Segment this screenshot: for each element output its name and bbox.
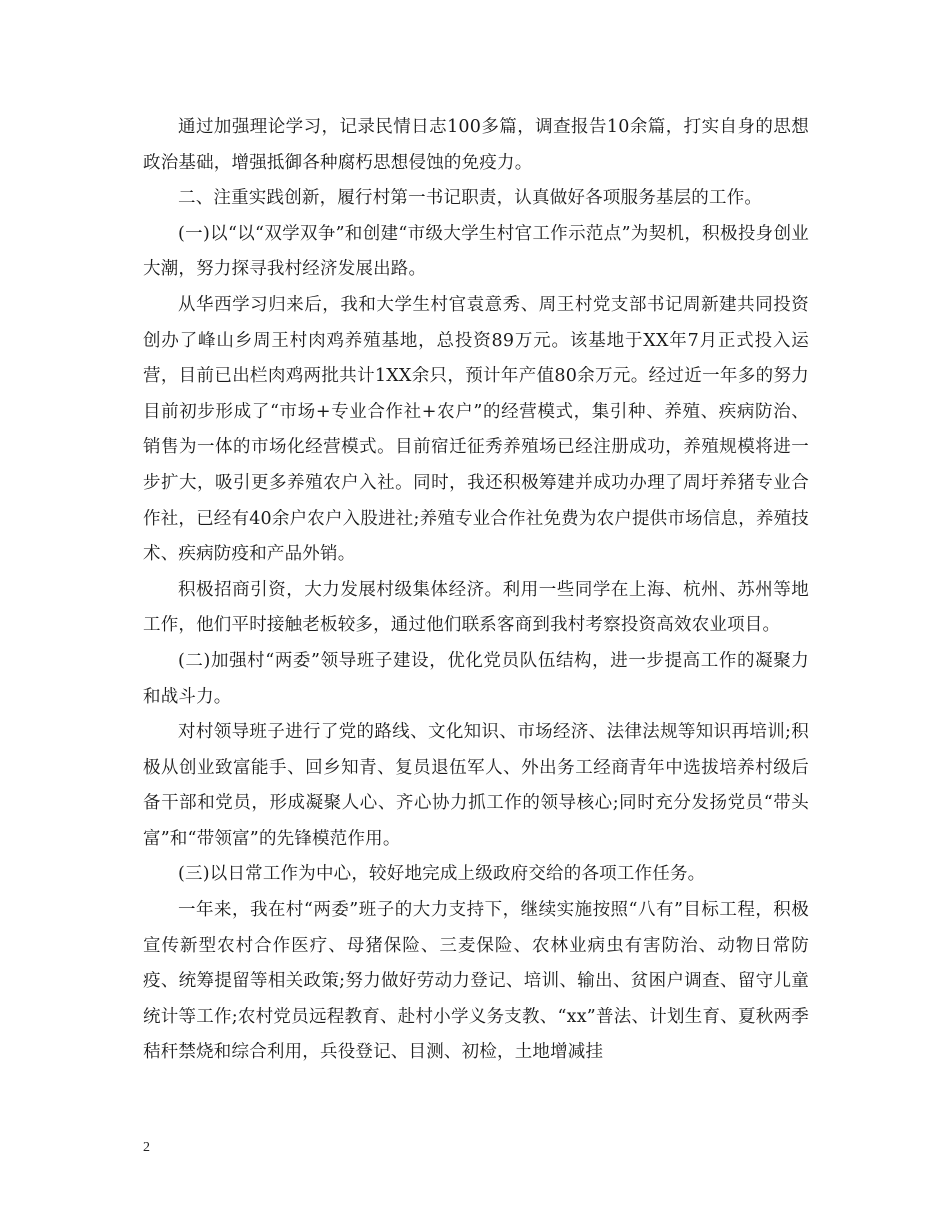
page-number: 2 xyxy=(143,1140,150,1155)
paragraph-1: 通过加强理论学习，记录民情日志100多篇，调查报告10余篇，打实自身的思想政治基础，增强抵御各种腐朽思想侵蚀的免疫力。 xyxy=(143,117,809,173)
paragraph-7: 对村领导班子进行了党的路线、文化知识、市场经济、法律法规等知识再培训;积极从创业致富能手、回乡知青、复员退伍军人、外出务工经商青年中选拔培养村级后备干部和党员，形成凝聚人心、齐心协力抓工作的领导核心;同时充分发扬党员“带头富”和“带领富”的先锋模范作用。 xyxy=(143,722,809,849)
paragraph-5: 积极招商引资，大力发展村级集体经济。利用一些同学在上海、杭州、苏州等地工作，他们平时接触老板较多，通过他们联系客商到我村考察投资高效农业项目。 xyxy=(143,579,809,636)
paragraph-6-subsection-2: (二)加强村“两委”领导班子建设，优化党员队伍结构，进一步提高工作的凝聚力和战斗力。 xyxy=(143,650,809,707)
paragraph-9: 一年来，我在村“两委”班子的大力支持下，继续实施按照“八有”目标工程，积极宣传新型农村合作医疗、母猪保险、三麦保险、农林业病虫有害防治、动物日常防疫、统筹提留等相关政策;努力做好劳动力登记、培训、输出、贫困户调查、留守儿童统计等工作;农村党员远程教育、赴村小学义务支教、“xx”普法、计划生育、夏秋两季秸秆禁烧和综合利用，兵役登记、目测、初检，土地增减挂 xyxy=(143,900,809,1063)
paragraph-2-section-heading: 二、注重实践创新，履行村第一书记职责，认真做好各项服务基层的工作。 xyxy=(178,188,763,209)
paragraph-8-subsection-3: (三)以日常工作为中心，较好地完成上级政府交给的各项工作任务。 xyxy=(178,864,706,885)
paragraph-3-subsection-1: (一)以“以“双学双争”和创建“市级大学生村官工作示范点”为契机，积极投身创业大潮，努力探寻我村经济发展出路。 xyxy=(143,223,809,280)
paragraph-4: 从华西学习归来后，我和大学生村官袁意秀、周王村党支部书记周新建共同投资创办了峰山乡周王村肉鸡养殖基地，总投资89万元。该基地于XX年7月正式投入运营，目前已出栏肉鸡两批共计1XX余只，预计年产值80余万元。经过近一年多的努力目前初步形成了“市场+专业合作社+农户”的经营模式，集引种、养殖、疾病防治、销售为一体的市场化经营模式。目前宿迁征秀养殖场已经注册成功，养殖规模将进一步扩大，吸引更多养殖农户入社。同时，我还积极筹建并成功办理了周圩养猪专业合作社，已经有40余户农户入股进社;养殖专业合作社免费为农户提供市场信息，养殖技术、疾病防疫和产品外销。 xyxy=(143,294,809,565)
document-body xyxy=(143,110,809,1071)
